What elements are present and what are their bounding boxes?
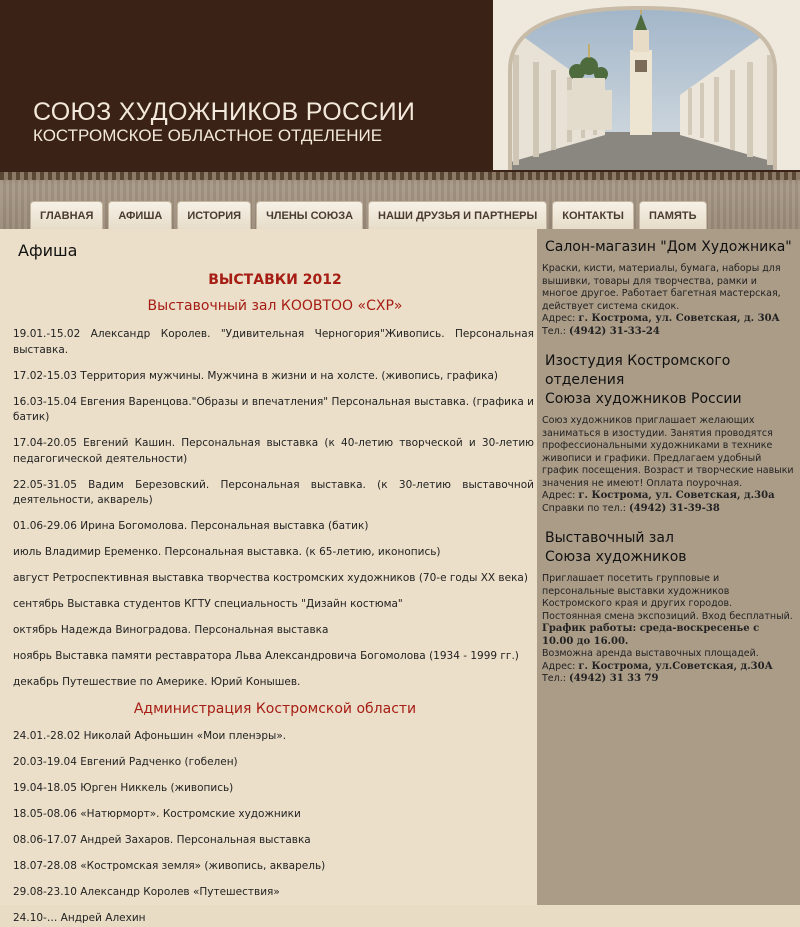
hall-title [545, 529, 794, 567]
hall-block [542, 529, 794, 686]
address-value: г. Кострома, ул. Советская, д. 30А [578, 313, 780, 324]
event-item: 22.05-31.05 Вадим Березовский. Персональная выставка. (к 30-летию выставочной деятельности, акварель) [13, 478, 534, 506]
hall-text: Приглашает посетить групповые и персональные выставки художников Костромского края и других городов. Постоянная смена экспозиций. Вход бесплатный. [542, 573, 793, 622]
event-item: август Ретроспективная выставка творчества костромских художников (70-е годы XX века) [13, 572, 528, 584]
event-item: 17.02-15.03 Территория мужчины. Мужчина в жизни и на холсте. (живопись, графика) [13, 369, 499, 382]
header-photo [485, 0, 800, 170]
event-item: октябрь Надежда Виноградова. Персональная выставка [13, 624, 329, 636]
studio-title-line1: Изостудия Костромского отделения [545, 353, 731, 388]
phone-value: (4942) 31-33-24 [568, 325, 660, 337]
main-area [0, 229, 800, 924]
event-item: декабрь Путешествие по Америке. Юрий Конышев. [13, 676, 301, 688]
address-label: Адрес: [542, 660, 579, 672]
phone-value: (4942) 31 33 79 [568, 673, 659, 684]
site-subtitle: КОСТРОМСКОЕ ОБЛАСТНОЕ ОТДЕЛЕНИЕ [33, 126, 383, 145]
phone-value: (4942) 31-39-38 [628, 502, 720, 514]
decorative-border [0, 172, 800, 180]
hall-address [542, 661, 794, 674]
event-item: 08.06-17.07 Андрей Захаров. Персональная выставка [13, 834, 311, 846]
shop-text: Краски, кисти, материалы, бумага, наборы для вышивки, товары для творчества, рамки и многое другое. Работает багетная мастерская, действует система скидок. [542, 263, 781, 312]
nav-tab-home[interactable]: ГЛАВНАЯ [30, 201, 103, 229]
event-item: 18.07-28.08 «Костромская земля» (живопись, акварель) [13, 860, 326, 872]
event-item: 24.01.-28.02 Николай Афоньшин «Мои пленэры». [13, 730, 287, 742]
hall-rent: Возможна аренда выставочных площадей. [542, 648, 759, 659]
phone-label: Тел.: [542, 325, 569, 337]
event-item: 17.04-20.05 Евгений Кашин. Персональная выставка (к 40-летию творческой и 30-летию педагогической деятельности) [13, 437, 534, 465]
hall-schedule: График работы: среда-воскресенье с 10.00 до 16.00. [542, 623, 760, 647]
phone-label: Справки по тел.: [542, 502, 629, 514]
event-item: 20.03-19.04 Евгений Радченко (гобелен) [13, 756, 238, 768]
nav-tab-history[interactable]: ИСТОРИЯ [177, 201, 251, 229]
sidebar [537, 229, 800, 905]
event-item: 18.05-08.06 «Натюрморт». Костромские художники [13, 808, 301, 820]
page-title: Афиша [18, 241, 78, 260]
nav-tab-members[interactable]: ЧЛЕНЫ СОЮЗА [256, 201, 363, 229]
section-title-administration: Администрация Костромской области [133, 701, 417, 717]
phone-label: Тел.: [542, 673, 569, 684]
studio-text: Союз художников приглашает желающих заниматься в изостудии. Занятия проводятся профессиональными художниками в технике живописи и графики. Предлагаем удобный график посещения. Возраст и творческие навыки значения не имеют! Оплата поурочная. [542, 415, 794, 489]
studio-title [545, 352, 794, 409]
nav-tab-memory[interactable]: ПАМЯТЬ [639, 201, 707, 229]
event-item: 19.04-18.05 Юрген Никкель (живопись) [13, 782, 234, 794]
nav-tab-partners[interactable]: НАШИ ДРУЗЬЯ И ПАРТНЕРЫ [368, 201, 547, 229]
event-item: 16.03-15.04 Евгения Варенцова."Образы и впечатления" Персональная выставка. (графика и батик) [13, 395, 534, 423]
event-item: июль Владимир Еременко. Персональная выставка. (к 65-летию, иконопись) [13, 546, 441, 558]
studio-address [542, 490, 794, 503]
content-column [0, 229, 537, 924]
hall-title-line1: Выставочный зал [545, 530, 674, 546]
address-label: Адрес: [542, 313, 579, 324]
exhibitions-heading: ВЫСТАВКИ 2012 [208, 272, 342, 288]
nav-tab-afisha[interactable]: АФИША [108, 201, 172, 229]
event-item: ноябрь Выставка памяти реставратора Льва Александровича Богомолова (1934 - 1999 гг.) [13, 650, 519, 662]
event-item: 19.01.-15.02 Александр Королев. "Удивительная Черногория"Живопись. Персональная выставка. [13, 328, 534, 356]
nav-band [0, 172, 800, 229]
hall-title-line2: Союза художников [545, 549, 687, 565]
event-item: 01.06-29.06 Ирина Богомолова. Персональная выставка (батик) [13, 520, 369, 532]
shop-phone [542, 326, 794, 339]
address-value: г. Кострома, ул.Советская, д.30А [578, 660, 773, 672]
event-item: 29.08-23.10 Александр Королев «Путешествия» [13, 886, 280, 898]
nav-tab-contacts[interactable]: КОНТАКТЫ [552, 201, 634, 229]
event-item: сентябрь Выставка студентов КГТУ специальность "Дизайн костюма" [13, 598, 403, 610]
site-title: СОЮЗ ХУДОЖНИКОВ РОССИИ [33, 98, 416, 126]
hall-phone [542, 673, 794, 686]
address-value: г. Кострома, ул. Советская, д.30а [578, 490, 775, 501]
main-nav [30, 201, 712, 229]
studio-block [542, 352, 794, 515]
studio-phone [542, 503, 794, 516]
event-item: 24.10-… Андрей Алехин [13, 912, 146, 924]
shop-address [542, 313, 794, 326]
section-title-hall: Выставочный зал КООВТОО «СХР» [147, 298, 403, 314]
shop-title: Салон-магазин "Дом Художника" [545, 239, 792, 255]
address-label: Адрес: [542, 490, 579, 501]
shop-block [542, 238, 794, 338]
site-header [0, 0, 800, 172]
studio-title-line2: Союза художников России [545, 391, 742, 407]
